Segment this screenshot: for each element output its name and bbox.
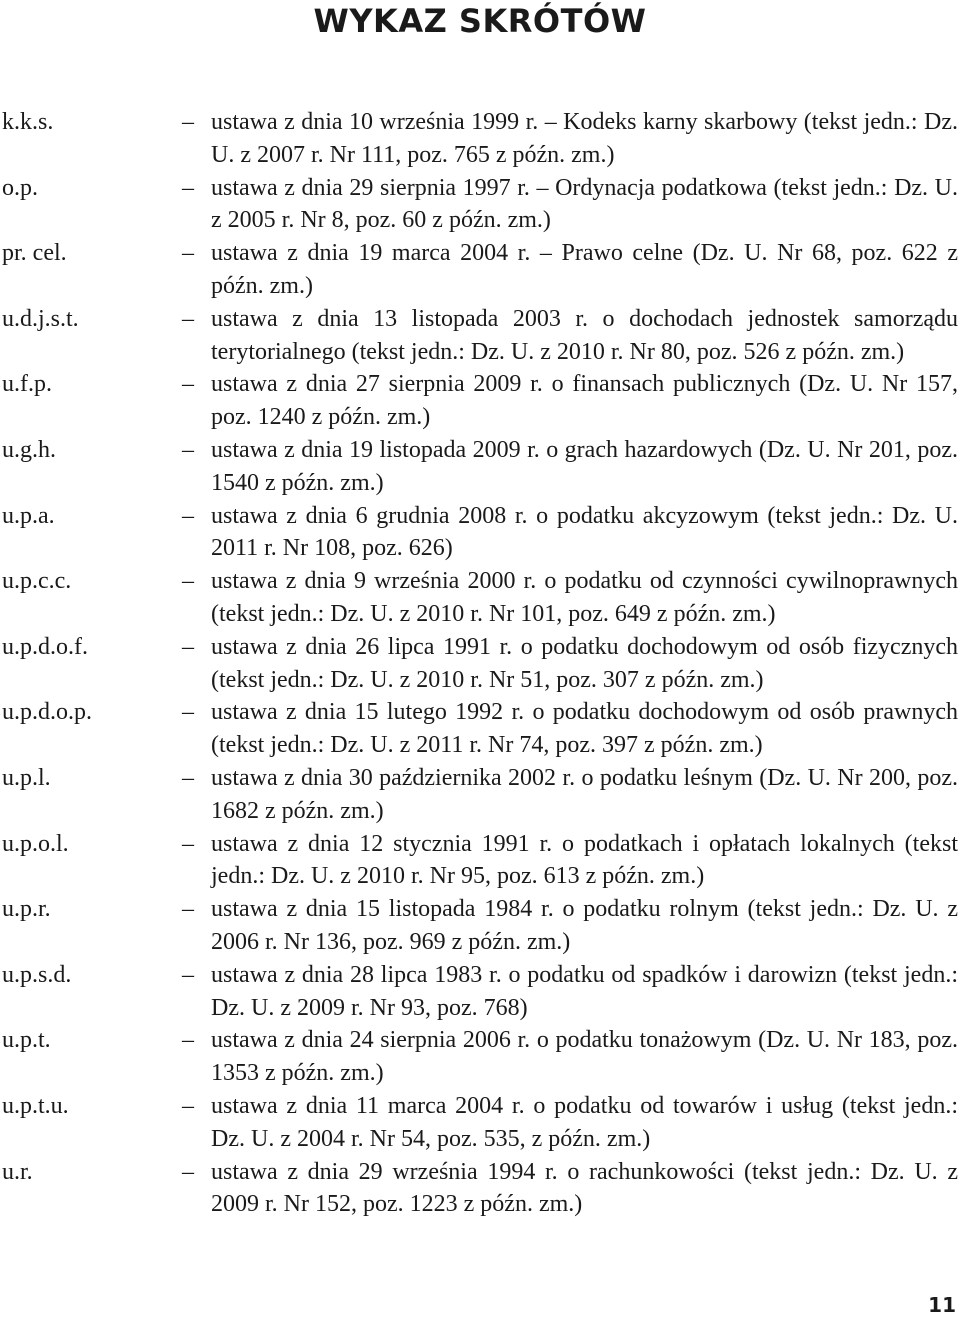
dash-separator: – xyxy=(182,371,194,398)
list-item xyxy=(0,631,960,697)
definition: ustawa z dnia 6 grudnia 2008 r. o podatku akcyzowym (tekst jedn.: Dz. U. 2011 r. Nr 108, poz. 626) xyxy=(211,502,958,562)
definition: ustawa z dnia 30 października 2002 r. o podatku leśnym (Dz. U. Nr 200, poz. 1682 z późn. zm.) xyxy=(211,764,958,824)
definition: ustawa z dnia 19 listopada 2009 r. o grach hazardowych (Dz. U. Nr 201, poz. 1540 z późn. zm.) xyxy=(211,436,958,496)
definition: ustawa z dnia 27 sierpnia 2009 r. o finansach publicznych (Dz. U. Nr 157, poz. 1240 z późn. zm.) xyxy=(211,371,958,431)
definition: ustawa z dnia 15 listopada 1984 r. o podatku rolnym (tekst jedn.: Dz. U. z 2006 r. Nr 136, poz. 969 z późn. zm.) xyxy=(211,896,958,955)
dash-separator: – xyxy=(182,109,194,135)
abbreviation: u.f.p. xyxy=(2,371,52,398)
dash-separator: – xyxy=(182,764,194,791)
list-item xyxy=(0,565,960,631)
dash-separator: – xyxy=(182,568,194,595)
abbreviation: u.p.d.o.p. xyxy=(2,699,92,726)
abbreviation: u.r. xyxy=(2,1158,33,1185)
definition: ustawa z dnia 13 listopada 2003 r. o dochodach jednostek samorządu terytorialnego (tekst jedn.: Dz. U. z 2010 r. Nr 80, poz. 526 z późn. zm.) xyxy=(211,305,958,365)
page-number: 11 xyxy=(928,1293,956,1317)
dash-separator: – xyxy=(182,1158,194,1185)
abbreviation: u.p.s.d. xyxy=(2,961,72,988)
definition: ustawa z dnia 24 sierpnia 2006 r. o podatku tonażowym (Dz. U. Nr 183, poz. 1353 z późn. zm.) xyxy=(211,1027,958,1087)
dash-separator: – xyxy=(182,240,194,267)
list-item xyxy=(0,434,960,500)
definition: ustawa z dnia 26 lipca 1991 r. o podatku dochodowym od osób fizycznych (tekst jedn.: Dz. U. z 2010 r. Nr 51, poz. 307 z późn. zm.) xyxy=(211,633,958,693)
abbreviation: u.d.j.s.t. xyxy=(2,305,79,332)
list-item xyxy=(0,1090,960,1156)
dash-separator: – xyxy=(182,502,194,529)
list-item xyxy=(0,172,960,238)
dash-separator: – xyxy=(182,961,194,988)
definition: ustawa z dnia 29 sierpnia 1997 r. – Ordynacja podatkowa (tekst jedn.: Dz. U. z 2005 r. Nr 8, poz. 60 z późn. zm.) xyxy=(211,174,958,234)
abbreviation: u.p.a. xyxy=(2,502,55,529)
definition: ustawa z dnia 28 lipca 1983 r. o podatku od spadków i darowizn (tekst jedn.: Dz. U. z 2009 r. Nr 93, poz. 768) xyxy=(211,961,958,1021)
dash-separator: – xyxy=(182,305,194,332)
abbreviation: u.p.t.u. xyxy=(2,1092,69,1119)
dash-separator: – xyxy=(182,1027,194,1054)
dash-separator: – xyxy=(182,830,194,857)
abbreviation: o.p. xyxy=(2,174,38,201)
list-item xyxy=(0,828,960,894)
abbreviation: u.p.d.o.f. xyxy=(2,633,88,660)
list-item xyxy=(0,1024,960,1090)
abbreviation: pr. cel. xyxy=(2,240,67,267)
abbreviation: u.p.c.c. xyxy=(2,568,72,595)
dash-separator: – xyxy=(182,436,194,463)
list-item xyxy=(0,303,960,369)
abbreviation: k.k.s. xyxy=(2,109,54,135)
definition: ustawa z dnia 19 marca 2004 r. – Prawo celne (Dz. U. Nr 68, poz. 622 z późn. zm.) xyxy=(211,240,958,299)
abbreviation: u.p.r. xyxy=(2,896,51,923)
definition: ustawa z dnia 9 września 2000 r. o podatku od czynności cywilnoprawnych (tekst jedn.: Dz. U. z 2010 r. Nr 101, poz. 649 z późn. zm.) xyxy=(211,568,958,627)
list-item xyxy=(0,237,960,303)
dash-separator: – xyxy=(182,1092,194,1119)
definition: ustawa z dnia 15 lutego 1992 r. o podatku dochodowym od osób prawnych (tekst jedn.: Dz. U. z 2011 r. Nr 74, poz. 397 z późn. zm.) xyxy=(211,699,958,759)
abbreviation: u.p.l. xyxy=(2,764,51,791)
page-title: WYKAZ SKRÓTÓW xyxy=(313,2,647,40)
definition: ustawa z dnia 12 stycznia 1991 r. o podatkach i opłatach lokalnych (tekst jedn.: Dz. U. z 2010 r. Nr 95, poz. 613 z późn. zm.) xyxy=(211,830,958,890)
abbreviation: u.p.o.l. xyxy=(2,830,69,857)
dash-separator: – xyxy=(182,633,194,660)
abbreviations-list xyxy=(0,106,960,1221)
list-item xyxy=(0,106,960,172)
list-item xyxy=(0,1156,960,1222)
abbreviation: u.g.h. xyxy=(2,436,56,463)
list-item xyxy=(0,368,960,434)
definition: ustawa z dnia 10 września 1999 r. – Kodeks karny skarbowy (tekst jedn.: Dz. U. z 2007 r. Nr 111, poz. 765 z późn. zm.) xyxy=(211,109,958,168)
abbreviation: u.p.t. xyxy=(2,1027,51,1054)
definition: ustawa z dnia 29 września 1994 r. o rachunkowości (tekst jedn.: Dz. U. z 2009 r. Nr 152, poz. 1223 z późn. zm.) xyxy=(211,1158,958,1218)
list-item xyxy=(0,762,960,828)
dash-separator: – xyxy=(182,174,194,201)
list-item xyxy=(0,959,960,1025)
definition: ustawa z dnia 11 marca 2004 r. o podatku od towarów i usług (tekst jedn.: Dz. U. z 2004 r. Nr 54, poz. 535, z późn. zm.) xyxy=(211,1092,958,1152)
dash-separator: – xyxy=(182,896,194,923)
list-item xyxy=(0,696,960,762)
list-item xyxy=(0,500,960,566)
dash-separator: – xyxy=(182,699,194,726)
list-item xyxy=(0,893,960,959)
